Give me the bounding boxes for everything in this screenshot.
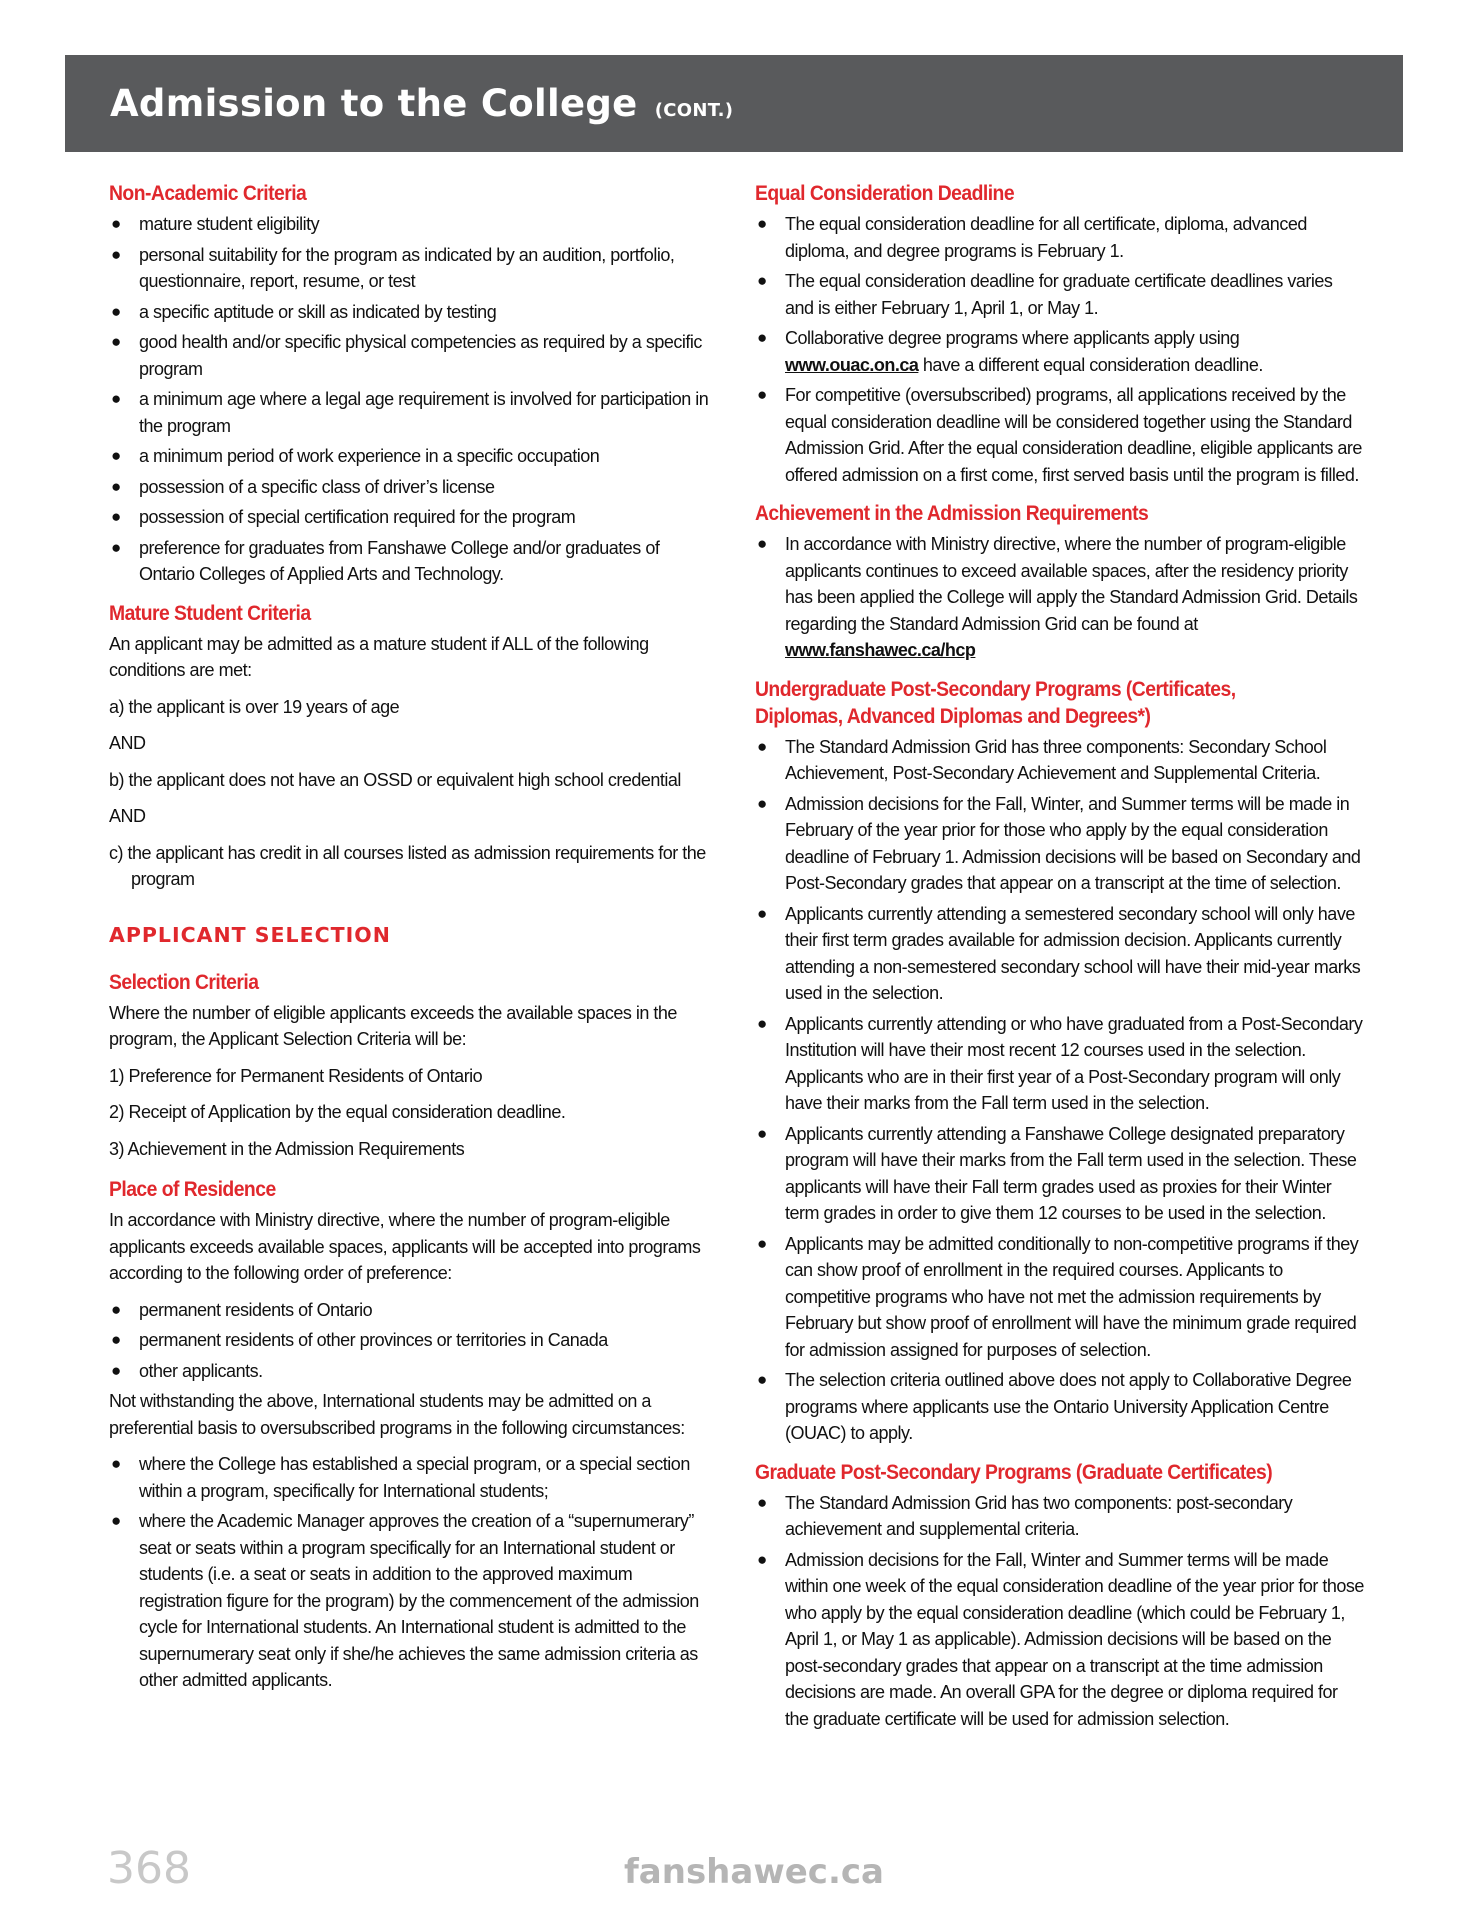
header-banner — [65, 55, 1403, 152]
heading-selection-criteria: Selection Criteria — [109, 969, 259, 994]
section-applicant-selection: APPLICANT SELECTION — [109, 922, 391, 947]
list-item: ● possession of a specific class of driver’s license — [111, 476, 495, 497]
list-item: ● a minimum age where a legal age requirement is involved for participation in the program — [111, 389, 709, 436]
international-intro: Not withstanding the above, International students may be admitted on a preferential basis to oversubscribed programs in the following circumstances: — [109, 1391, 685, 1438]
hcp-link[interactable]: www.fanshawec.ca/hcp — [785, 640, 976, 660]
list-item: ● Applicants currently attending a Fanshawe College designated preparatory program will have their marks from the Fall term used in the selection. These applicants will have their Fall term grades used as proxies for their Winter term grades in order to give them 12 courses to be used in the selection. — [757, 1123, 1357, 1223]
list-item: ● permanent residents of Ontario — [111, 1299, 373, 1320]
list-item: ● a minimum period of work experience in a specific occupation — [111, 446, 600, 466]
list-non-academic — [109, 211, 709, 588]
list-item: ● Collaborative degree programs where applicants apply using www.ouac.on.ca have a different equal consideration deadline. — [757, 328, 1263, 375]
heading-graduate: Graduate Post-Secondary Programs (Graduate Certificates) — [755, 1459, 1273, 1484]
page-title: Admission to the College (CONT.) — [110, 82, 734, 125]
list-item: ● The selection criteria outlined above does not apply to Collaborative Degree programs where applicants use the Ontario University Application Centre (OUAC) to apply. — [757, 1370, 1352, 1443]
title-cont: (CONT.) — [654, 100, 734, 121]
list-item: ● Applicants currently attending or who have graduated from a Post-Secondary Institution will have their most recent 12 courses used in the selection. Applicants who are in their first year of a Post-Secondary program will only have their marks from the Fall term used in the selection. — [757, 1013, 1363, 1113]
selection-criterion-2: 2) Receipt of Application by the equal consideration deadline. — [109, 1102, 566, 1122]
list-residence — [109, 1297, 709, 1385]
heading-achievement: Achievement in the Admission Requirements — [755, 501, 1149, 525]
left-column — [109, 180, 709, 1706]
heading-undergraduate: Undergraduate Post-Secondary Programs (Certificates, Diplomas, Advanced Diplomas and Degrees*) — [755, 676, 1236, 728]
list-item: ● Admission decisions for the Fall, Winter, and Summer terms will be made in February of the year prior for those who apply by the equal consideration deadline of February 1. Admission decisions will be based on Secondary and Post-Secondary grades that appear on a transcript at the time of selection. — [757, 793, 1361, 893]
list-item: ● Applicants currently attending a semestered secondary school will only have their first term grades available for admission decision. Applicants currently attending a non-semestered secondary school will have their mid-year marks used in the selection. — [757, 903, 1361, 1003]
list-item: ● For competitive (oversubscribed) programs, all applications received by the equal consideration deadline will be considered together using the Standard Admission Grid. After the equal consideration deadline, eligible applicants are offered admission on a first come, first served basis until the program is filled. — [757, 385, 1362, 485]
list-international — [109, 1451, 709, 1694]
list-item: ● Admission decisions for the Fall, Winter and Summer terms will be made within one week of the equal consideration deadline of the year prior for those who apply by the equal consideration deadline (which could be February 1, April 1, or May 1 as applicable). Admission decisions will be based on the post-secondary grades that appear on a transcript at the time admission decisions are made. An overall GPA for the degree or diploma required for the graduate certificate will be used for admission selection. — [757, 1549, 1364, 1729]
list-item: ● a specific aptitude or skill as indicated by testing — [111, 301, 497, 322]
list-item: ● personal suitability for the program as indicated by an audition, portfolio, questionnaire, report, resume, or test — [111, 244, 675, 291]
ouac-link[interactable]: www.ouac.on.ca — [785, 354, 919, 375]
list-item: ● The Standard Admission Grid has three components: Secondary School Achievement, Post-Secondary Achievement and Supplemental Criteria. — [757, 736, 1327, 783]
heading-non-academic: Non-Academic Criteria — [109, 181, 307, 205]
mature-and-1: AND — [109, 733, 146, 753]
selection-intro: Where the number of eligible applicants exceeds the available spaces in the program, the Applicant Selection Criteria will be: — [109, 1002, 677, 1049]
list-item: ● The Standard Admission Grid has two components: post-secondary achievement and supplemental criteria. — [757, 1492, 1293, 1539]
mature-and-2: AND — [109, 806, 146, 826]
list-item: ● preference for graduates from Fanshawe College and/or graduates of Ontario Colleges of Applied Arts and Technology. — [111, 537, 660, 584]
heading-place-of-residence: Place of Residence — [109, 1177, 276, 1201]
list-item: ● possession of special certification required for the program — [111, 507, 576, 527]
list-item: ● mature student eligibility — [111, 214, 320, 234]
mature-condition-a: a) the applicant is over 19 years of age — [109, 696, 400, 717]
list-item: ● permanent residents of other provinces or territories in Canada — [111, 1330, 608, 1350]
selection-criterion-3: 3) Achievement in the Admission Requirements — [109, 1138, 465, 1159]
right-column — [755, 180, 1365, 1744]
selection-criterion-1: 1) Preference for Permanent Residents of Ontario — [109, 1065, 483, 1086]
list-deadline — [755, 211, 1365, 488]
list-item: ● where the College has established a special program, or a special section within a program, specifically for International students; — [111, 1454, 690, 1501]
list-item: ● The equal consideration deadline for all certificate, diploma, advanced diploma, and degree programs is February 1. — [757, 214, 1307, 261]
list-item: ● In accordance with Ministry directive, where the number of program-eligible applicants continues to exceed available spaces, after the residency priority has been applied the College will apply the Standard Admission Grid. Details regarding the Standard Admission Grid can be found at www.fanshawec.ca/hcp — [757, 534, 1358, 660]
list-undergraduate — [755, 734, 1365, 1447]
list-achievement — [755, 531, 1365, 664]
list-item: ● Applicants may be admitted conditionally to non-competitive programs if they can show proof of enrollment in the required courses. Applicants to competitive programs who have not met the admission requirements by February but show proof of enrollment will have the minimum grade required for admission assigned for purposes of selection. — [757, 1233, 1359, 1360]
footer-website: fanshawec.ca — [624, 1852, 884, 1892]
residence-intro: In accordance with Ministry directive, where the number of program-eligible applicants exceeds available spaces, applicants will be accepted into programs according to the following order of preference: — [109, 1210, 701, 1283]
list-item: ● other applicants. — [111, 1360, 263, 1381]
heading-equal-consideration: Equal Consideration Deadline — [755, 181, 1015, 205]
list-graduate — [755, 1490, 1365, 1733]
mature-intro: An applicant may be admitted as a mature student if ALL of the following conditions are met: — [109, 633, 649, 680]
page-number: 368 — [107, 1843, 191, 1894]
list-item: ● The equal consideration deadline for graduate certificate deadlines varies and is either February 1, April 1, or May 1. — [757, 271, 1333, 318]
heading-mature: Mature Student Criteria — [109, 600, 311, 625]
list-item: ● good health and/or specific physical competencies as required by a specific program — [111, 332, 702, 379]
mature-condition-b: b) the applicant does not have an OSSD or equivalent high school credential — [109, 769, 681, 790]
list-item: ● where the Academic Manager approves the creation of a “supernumerary” seat or seats within a program specifically for an International student or students (i.e. a seat or seats in addition to the approved maximum registration figure for the program) by the commencement of the admission cycle for International students. An International student is admitted to the supernumerary seat only if she/he achieves the same admission criteria as other admitted applicants. — [111, 1511, 699, 1690]
mature-condition-c: c) the applicant has credit in all courses listed as admission requirements for the program — [109, 842, 706, 889]
